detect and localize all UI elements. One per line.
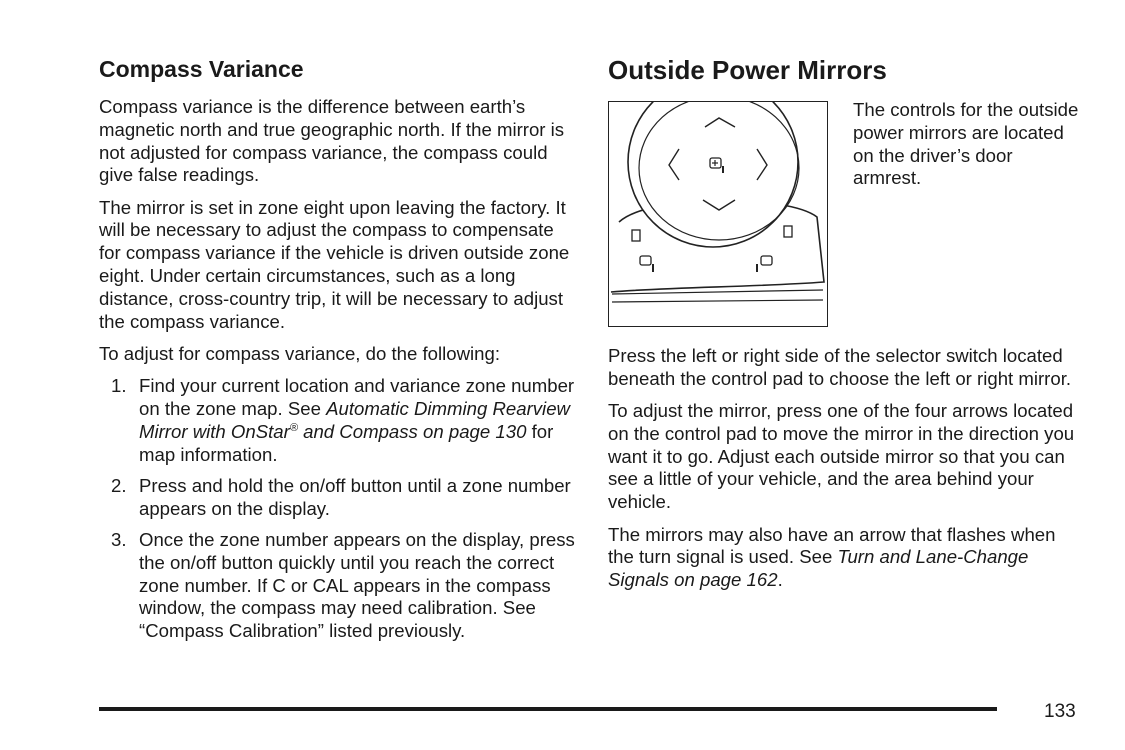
step-item (99, 529, 577, 643)
step-number: 1. (111, 375, 127, 397)
step-text: Once the zone number appears on the display, press the on/off button quickly until you reach the correct zone number. If C or CAL appears in the compass window, the compass may need calibration. See “Compass Calibration” listed previously. (139, 529, 575, 642)
paragraph-text: The mirrors may also have an arrow that flashes when the turn signal is used. See (608, 523, 1056, 568)
outside-power-mirrors-heading: Outside Power Mirrors (608, 55, 887, 85)
compass-variance-paragraph-3: To adjust for compass variance, do the following: (99, 342, 501, 364)
outside-mirrors-paragraph-1: Press the left or right side of the selector switch located beneath the control pad to choose the left or right mirror. (608, 345, 1072, 389)
figure-row (608, 101, 1086, 345)
step-item (99, 375, 577, 466)
step-number: 2. (111, 474, 127, 496)
outside-mirrors-paragraph-3 (608, 524, 1086, 592)
step-item (99, 475, 577, 521)
step-text: for map information. (139, 420, 554, 465)
mirror-control-pad-icon (609, 102, 826, 325)
compass-variance-steps (99, 375, 577, 643)
step-number: 3. (111, 529, 127, 551)
registered-mark: ® (289, 421, 298, 434)
compass-variance-paragraph-1: Compass variance is the difference between earth’s magnetic north and true geographic north. If the mirror is not adjusted for compass variance, the compass could give false readings. (99, 96, 565, 186)
link-text: and Compass on page 130 (297, 420, 527, 442)
mirror-control-illustration (608, 101, 828, 327)
compass-variance-heading: Compass Variance (99, 56, 304, 82)
outside-mirrors-paragraph-2: To adjust the mirror, press one of the four arrows located on the control pad to move the mirror in the direction you want it to go. Adjust each outside mirror so that you can see a little of your vehicle, and the area behind your vehicle. (608, 400, 1075, 513)
link-text: Automatic Dimming Rearview Mirror with OnStar (139, 398, 570, 442)
step-text: Find your current location and variance zone number on the zone map. See (139, 375, 575, 420)
compass-variance-paragraph-2: The mirror is set in zone eight upon leaving the factory. It will be necessary to adjust the compass to compensate for compass variance if the vehicle is driven outside zone eight. Under certain circumstances, such as a long distance, cross-country trip, it will be necessary to adjust the compass variance. (99, 196, 570, 332)
footer-rule (99, 707, 997, 711)
page-number: 133 (1044, 701, 1076, 722)
figure-caption: The controls for the outside power mirrors are located on the driver’s door armrest. (853, 99, 1079, 189)
right-column (608, 56, 1086, 601)
left-column (99, 56, 577, 652)
step-text: Press and hold the on/off button until a zone number appears on the display. (139, 474, 571, 519)
paragraph-text: . (777, 569, 783, 591)
cross-reference-link[interactable]: Turn and Lane-Change Signals on page 162 (608, 546, 1029, 591)
